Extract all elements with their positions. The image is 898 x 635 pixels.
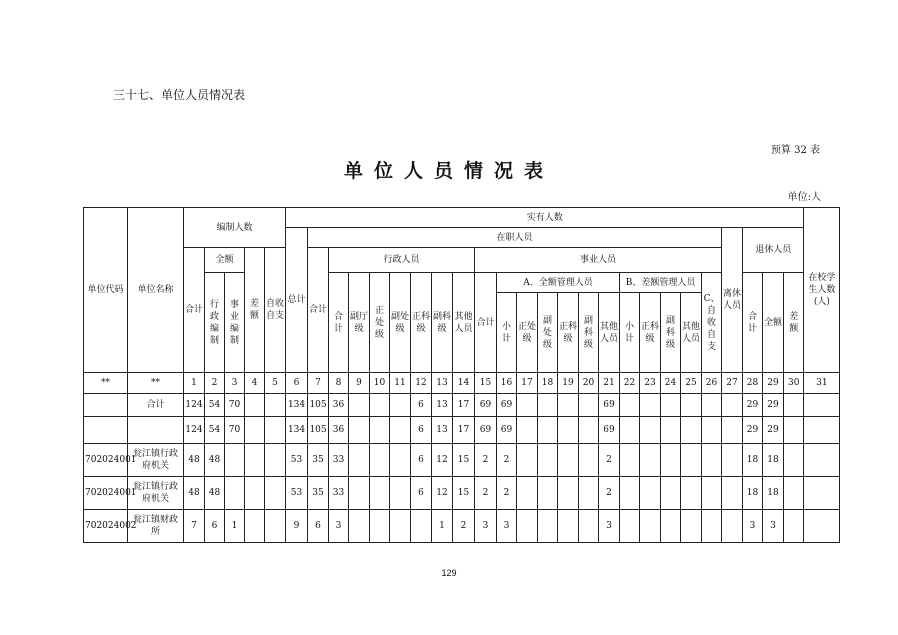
value-cell: 18 [743, 444, 763, 477]
value-cell [681, 477, 702, 510]
value-cell: 18 [763, 444, 784, 477]
value-cell [538, 417, 558, 444]
unit-code-cell: 702024002 [84, 510, 128, 543]
value-cell: 35 [308, 444, 329, 477]
value-cell [225, 477, 245, 510]
value-cell [349, 444, 370, 477]
value-cell: 2 [497, 477, 517, 510]
index-cell: 15 [475, 373, 497, 394]
value-cell: 1 [432, 510, 453, 543]
value-cell [804, 444, 840, 477]
value-cell: 29 [743, 394, 763, 417]
header-shiye-bianzhi: 事业编制 [225, 273, 245, 373]
value-cell [702, 477, 722, 510]
value-cell [661, 510, 681, 543]
page-number: 129 [441, 568, 457, 578]
value-cell: 15 [453, 477, 475, 510]
page-label: 预算 32 表 [770, 145, 820, 156]
value-cell: 48 [205, 477, 225, 510]
value-cell [558, 394, 579, 417]
index-cell: 31 [804, 373, 840, 394]
header-fu-ting: 副厅级 [349, 273, 370, 373]
header-zaixiao: 在校学生人数(人) [804, 208, 840, 373]
value-cell: 3 [763, 510, 784, 543]
value-cell: 29 [743, 417, 763, 444]
value-cell [517, 477, 538, 510]
header-sy-heji: 合计 [475, 273, 497, 373]
value-cell [265, 510, 286, 543]
index-cell: ** [128, 373, 184, 394]
value-cell: 33 [329, 444, 349, 477]
header-a-zheng-ke: 正科级 [558, 293, 579, 373]
value-cell: 69 [599, 394, 620, 417]
header-bianzhi: 编制人数 [184, 208, 286, 248]
value-cell [245, 510, 265, 543]
header-zaizhi: 在职人员 [308, 228, 722, 248]
value-cell: 2 [475, 477, 497, 510]
value-cell [702, 510, 722, 543]
value-cell: 18 [743, 477, 763, 510]
value-cell: 2 [475, 444, 497, 477]
value-cell: 2 [599, 444, 620, 477]
index-cell: 1 [184, 373, 205, 394]
value-cell [265, 444, 286, 477]
value-cell: 3 [329, 510, 349, 543]
header-unit-code: 单位代码 [84, 208, 128, 373]
index-cell: 22 [620, 373, 640, 394]
value-cell [517, 394, 538, 417]
index-cell: 29 [763, 373, 784, 394]
value-cell [702, 417, 722, 444]
value-cell [620, 417, 640, 444]
header-zishou-zizhi: 自收自支 [265, 248, 286, 373]
value-cell: 3 [743, 510, 763, 543]
value-cell [349, 510, 370, 543]
value-cell [784, 477, 804, 510]
value-cell [661, 444, 681, 477]
value-cell [579, 477, 599, 510]
index-cell: 21 [599, 373, 620, 394]
value-cell [579, 444, 599, 477]
index-cell: 20 [579, 373, 599, 394]
value-cell: 3 [475, 510, 497, 543]
value-cell [517, 510, 538, 543]
value-cell: 124 [184, 394, 205, 417]
index-cell: ** [84, 373, 128, 394]
value-cell [558, 477, 579, 510]
index-cell: 2 [205, 373, 225, 394]
unit-name-cell: 瓮江镇财政所 [128, 510, 184, 543]
header-a-quan-e: A、全额管理人员 [497, 273, 620, 293]
header-tuixiu-cha-e: 差额 [784, 273, 804, 373]
value-cell [681, 444, 702, 477]
value-cell [390, 444, 411, 477]
value-cell [702, 444, 722, 477]
index-cell: 5 [265, 373, 286, 394]
value-cell: 3 [497, 510, 517, 543]
value-cell: 54 [205, 417, 225, 444]
value-cell: 35 [308, 477, 329, 510]
value-cell [370, 444, 390, 477]
value-cell [784, 444, 804, 477]
value-cell: 13 [432, 394, 453, 417]
value-cell: 54 [205, 394, 225, 417]
value-cell: 48 [205, 444, 225, 477]
value-cell: 134 [286, 394, 308, 417]
index-cell: 16 [497, 373, 517, 394]
header-zheng-ke: 正科级 [411, 273, 432, 373]
unit-name-cell: 瓮江镇行政府机关 [128, 477, 184, 510]
value-cell [538, 477, 558, 510]
header-a-fu-chu: 副处级 [538, 293, 558, 373]
main-title: 单位人员情况表 [343, 160, 554, 182]
value-cell [681, 510, 702, 543]
value-cell [661, 394, 681, 417]
index-cell: 4 [245, 373, 265, 394]
value-cell [620, 477, 640, 510]
index-cell: 9 [349, 373, 370, 394]
header-b-xiaoji: 小计 [620, 293, 640, 373]
index-cell: 14 [453, 373, 475, 394]
value-cell [349, 477, 370, 510]
value-cell [517, 417, 538, 444]
value-cell [265, 394, 286, 417]
header-b-fu-ke: 副科级 [661, 293, 681, 373]
value-cell [579, 417, 599, 444]
value-cell [640, 510, 661, 543]
value-cell [804, 394, 840, 417]
unit-code-cell: 702024001 [84, 444, 128, 477]
table-row [84, 510, 840, 543]
value-cell [784, 394, 804, 417]
unit-code-cell [84, 417, 128, 444]
value-cell: 29 [763, 394, 784, 417]
value-cell [722, 394, 743, 417]
value-cell [265, 477, 286, 510]
value-cell [620, 510, 640, 543]
value-cell [558, 510, 579, 543]
value-cell [370, 510, 390, 543]
unit-label: 单位:人 [787, 192, 821, 203]
header-b-qita: 其他人员 [681, 293, 702, 373]
value-cell: 48 [184, 477, 205, 510]
index-cell: 24 [661, 373, 681, 394]
value-cell [538, 510, 558, 543]
unit-name-cell: 合计 [128, 394, 184, 417]
value-cell [702, 394, 722, 417]
value-cell: 3 [599, 510, 620, 543]
value-cell: 6 [411, 477, 432, 510]
table-row [84, 444, 840, 477]
index-cell: 6 [286, 373, 308, 394]
header-b-cha-e: B、差额管理人员 [620, 273, 702, 293]
value-cell: 36 [329, 417, 349, 444]
value-cell [640, 394, 661, 417]
header-tuixiu-quan-e: 全额 [763, 273, 784, 373]
index-cell: 13 [432, 373, 453, 394]
unit-name-cell [128, 417, 184, 444]
value-cell: 53 [286, 477, 308, 510]
value-cell: 124 [184, 417, 205, 444]
value-cell: 12 [432, 444, 453, 477]
value-cell: 48 [184, 444, 205, 477]
index-cell: 10 [370, 373, 390, 394]
header-shiye-renyuan: 事业人员 [475, 248, 722, 273]
value-cell [620, 394, 640, 417]
value-cell: 69 [475, 417, 497, 444]
value-cell: 53 [286, 444, 308, 477]
header-a-fu-ke: 副科级 [579, 293, 599, 373]
value-cell: 105 [308, 417, 329, 444]
index-cell: 3 [225, 373, 245, 394]
index-cell: 12 [411, 373, 432, 394]
value-cell [538, 394, 558, 417]
header-quan-e: 全额 [205, 248, 245, 273]
value-cell [640, 417, 661, 444]
value-cell: 7 [184, 510, 205, 543]
value-cell [661, 477, 681, 510]
value-cell: 9 [286, 510, 308, 543]
value-cell [390, 510, 411, 543]
value-cell [681, 417, 702, 444]
value-cell [390, 394, 411, 417]
value-cell [370, 394, 390, 417]
value-cell: 70 [225, 417, 245, 444]
header-c-zishou: C、自收自支 [702, 273, 722, 373]
index-row [84, 373, 840, 394]
header-shiyou: 实有人数 [286, 208, 804, 228]
value-cell [558, 417, 579, 444]
value-cell [370, 417, 390, 444]
value-cell: 69 [497, 394, 517, 417]
index-cell: 17 [517, 373, 538, 394]
index-cell: 23 [640, 373, 661, 394]
value-cell [640, 477, 661, 510]
value-cell: 105 [308, 394, 329, 417]
table-row [84, 417, 840, 444]
value-cell [722, 510, 743, 543]
value-cell: 69 [497, 417, 517, 444]
value-cell [681, 394, 702, 417]
value-cell [558, 444, 579, 477]
value-cell: 33 [329, 477, 349, 510]
header-xz-heji: 合计 [329, 273, 349, 373]
unit-code-cell: 702024001 [84, 477, 128, 510]
value-cell [579, 394, 599, 417]
value-cell [620, 444, 640, 477]
header-bianzhi-heji: 合计 [184, 248, 205, 373]
index-cell: 26 [702, 373, 722, 394]
header-xingzheng-renyuan: 行政人员 [329, 248, 475, 273]
value-cell: 6 [411, 417, 432, 444]
index-cell: 18 [538, 373, 558, 394]
value-cell: 12 [432, 477, 453, 510]
value-cell [245, 477, 265, 510]
value-cell: 2 [599, 477, 620, 510]
value-cell [538, 444, 558, 477]
value-cell: 36 [329, 394, 349, 417]
header-b-zheng-ke: 正科级 [640, 293, 661, 373]
header-zaizhi-heji: 合计 [308, 248, 329, 373]
header-tuixiu-heji: 合计 [743, 273, 763, 373]
header-tuixiu: 退休人员 [743, 228, 804, 273]
value-cell [245, 394, 265, 417]
value-cell [370, 477, 390, 510]
header-fu-chu: 副处级 [390, 273, 411, 373]
value-cell [349, 394, 370, 417]
value-cell [784, 510, 804, 543]
value-cell: 13 [432, 417, 453, 444]
staff-table [83, 207, 840, 543]
header-unit-name: 单位名称 [128, 208, 184, 373]
value-cell [390, 417, 411, 444]
value-cell: 6 [411, 394, 432, 417]
index-cell: 30 [784, 373, 804, 394]
unit-name-cell: 瓮江镇行政府机关 [128, 444, 184, 477]
value-cell: 6 [205, 510, 225, 543]
value-cell: 6 [411, 444, 432, 477]
value-cell: 69 [599, 417, 620, 444]
index-cell: 11 [390, 373, 411, 394]
header-xingzheng-bianzhi: 行政编制 [205, 273, 225, 373]
section-title: 三十七、单位人员情况表 [113, 88, 246, 102]
index-cell: 25 [681, 373, 702, 394]
value-cell [245, 444, 265, 477]
index-cell: 27 [722, 373, 743, 394]
value-cell: 69 [475, 394, 497, 417]
header-cha-e: 差额 [245, 248, 265, 373]
value-cell: 18 [763, 477, 784, 510]
value-cell [517, 444, 538, 477]
header-fu-ke: 副科级 [432, 273, 453, 373]
header-a-qita: 其他人员 [599, 293, 620, 373]
value-cell: 15 [453, 444, 475, 477]
value-cell [661, 417, 681, 444]
value-cell: 2 [497, 444, 517, 477]
table-row [84, 394, 840, 417]
value-cell [265, 417, 286, 444]
table-row [84, 477, 840, 510]
value-cell [804, 510, 840, 543]
value-cell [579, 510, 599, 543]
value-cell [804, 477, 840, 510]
value-cell [722, 417, 743, 444]
header-zongji: 总计 [286, 228, 308, 373]
value-cell [245, 417, 265, 444]
value-cell [640, 444, 661, 477]
unit-code-cell [84, 394, 128, 417]
value-cell [722, 477, 743, 510]
index-cell: 19 [558, 373, 579, 394]
value-cell [722, 444, 743, 477]
value-cell [349, 417, 370, 444]
index-cell: 7 [308, 373, 329, 394]
value-cell: 1 [225, 510, 245, 543]
index-cell: 28 [743, 373, 763, 394]
value-cell: 134 [286, 417, 308, 444]
value-cell: 2 [453, 510, 475, 543]
value-cell: 17 [453, 417, 475, 444]
value-cell: 29 [763, 417, 784, 444]
value-cell [804, 417, 840, 444]
value-cell: 6 [308, 510, 329, 543]
value-cell: 17 [453, 394, 475, 417]
value-cell [390, 477, 411, 510]
header-qita-renyuan: 其他人员 [453, 273, 475, 373]
header-zheng-chu: 正处级 [370, 273, 390, 373]
header-a-xiaoji: 小计 [497, 293, 517, 373]
value-cell [784, 417, 804, 444]
header-lixiu: 离休人员 [722, 228, 743, 373]
index-cell: 8 [329, 373, 349, 394]
value-cell [411, 510, 432, 543]
value-cell [225, 444, 245, 477]
value-cell: 70 [225, 394, 245, 417]
header-a-zheng-chu: 正处级 [517, 293, 538, 373]
